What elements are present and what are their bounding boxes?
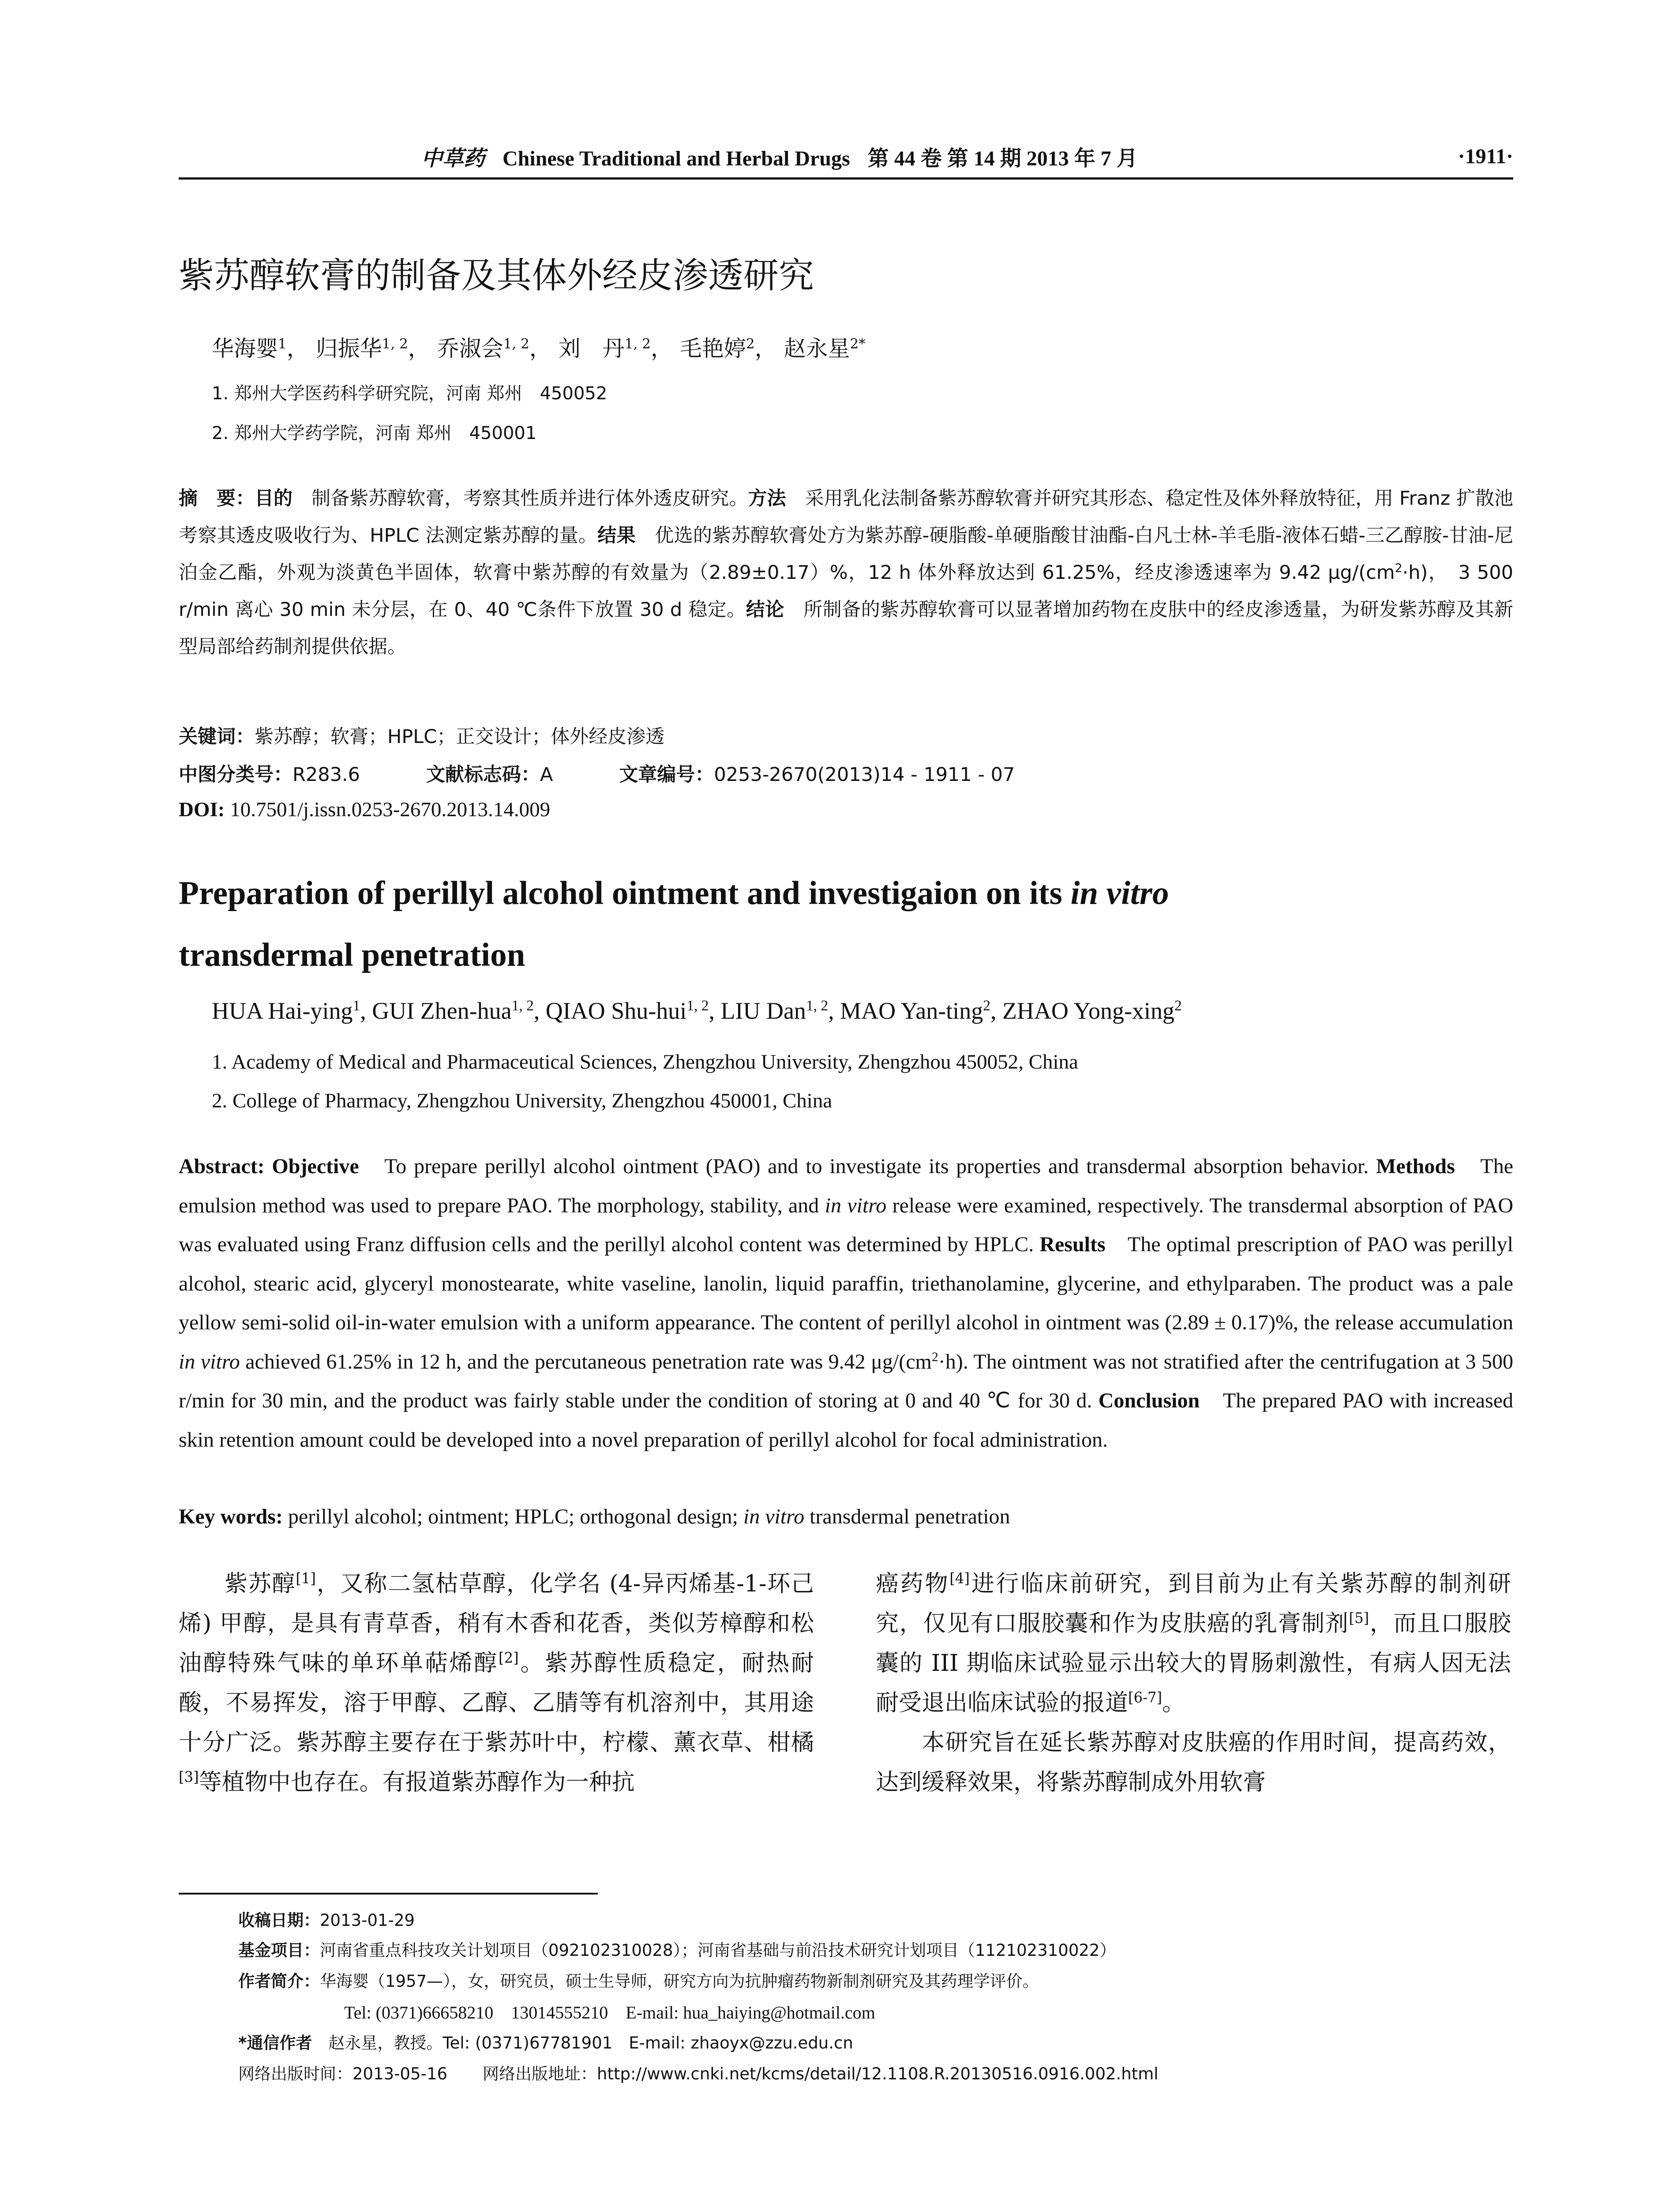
cn-author: 归振华$^{1, 2}$ (315, 336, 408, 361)
citation: [3] (179, 1768, 199, 1786)
en-author: GUI Zhen-hua$^{1, 2}$, (372, 998, 546, 1024)
en-keywords: Key words: perillyl alcohol; ointment; HPLC; orthogonal design; in vitro transdermal penetration (179, 1505, 1010, 1528)
header-rule (179, 177, 1513, 180)
body-paragraph: 本研究旨在延长紫苏醇对皮肤癌的作用时间，提高药效，达到缓释效果，将紫苏醇制成外用软膏 (876, 1730, 1511, 1796)
footnote-author-contact: Tel: (0371)66658210 13014555210 E-mail: hua_haiying@hotmail.com (344, 2003, 875, 2022)
body-column-right (876, 1564, 1511, 1802)
footnote-online: 网络出版时间：2013-05-16 网络出版地址：http://www.cnki.net/kcms/detail/12.1108.R.20130516.0916.002.html (238, 2064, 1159, 2083)
issue-info: 第 44 卷 第 14 期 2013 年 7 月 (867, 146, 1138, 170)
en-author: MAO Yan-ting$^2$, (840, 998, 1002, 1024)
running-header (179, 140, 1513, 172)
citation: [2] (499, 1649, 519, 1666)
citation: [6-7] (1128, 1689, 1162, 1706)
en-affiliation-1: 1. Academy of Medical and Pharmaceutical Sciences, Zhengzhou University, Zhengzhou 450052, China (212, 1050, 1078, 1073)
cn-author: 赵永星$^{2*}$ (784, 336, 866, 361)
footnote-rule (179, 1893, 598, 1895)
online-url-link[interactable]: http://www.cnki.net/kcms/detail/12.1108.R.20130516.0916.002.html (597, 2064, 1159, 2083)
cn-abstract: 摘 要：目的 制备紫苏醇软膏，考察其性质并进行体外透皮研究。方法 采用乳化法制备紫苏醇软膏并研究其形态、稳定性及体外释放特征，用 Franz 扩散池考察其透皮吸收行为、HPLC 法测定紫苏醇的量。结果 优选的紫苏醇软膏处方为紫苏醇-硬脂酸-单硬脂酸甘油酯-白凡士林-羊毛脂-液体石蜡-三乙醇胺-甘油-尼泊金乙酯，外观为淡黄色半固体，软膏中紫苏醇的有效量为（2.89±0.17）%，12 h 体外释放达到 61.25%，经皮渗透速率为 9.42 $\mu g/(cm^2\cdot h)$， 3 500 r/min 离心 30 min 未分层，在 0、40 ℃条件下放置 30 d 稳定。结论 所制备的紫苏醇软膏可以显著增加药物在皮肤中的经皮渗透量，为研发紫苏醇及其新型局部给药制剂提供依据。 (179, 488, 1514, 658)
body-column-left (179, 1564, 814, 1802)
doi-line: DOI: 10.7501/j.issn.0253-2670.2013.14.009 (179, 798, 551, 821)
cn-affiliation-1: 1. 郑州大学医药科学研究院，河南 郑州 450052 (212, 383, 608, 404)
citation: [5] (1349, 1609, 1369, 1627)
body-paragraph: 癌药物[4]进行临床前研究，到目前为止有关紫苏醇的制剂研究，仅见有口服胶囊和作为皮肤癌的乳膏制剂[5]，而且口服胶囊的 III 期临床试验显示出较大的胃肠刺激性，有病人因无法耐受退出临床试验的报道[6-7]。 (876, 1570, 1511, 1716)
citation: [1] (296, 1570, 316, 1587)
en-author: HUA Hai-ying$^1$, (212, 998, 372, 1024)
journal-logo-cn: 中草药 (421, 146, 485, 171)
footnote-fund: 基金项目：河南省重点科技攻关计划项目（092102310028）；河南省基础与前沿技术研究计划项目（112102310022） (238, 1941, 1116, 1960)
cn-classification: 中图分类号：R283.6 文献标志码：A 文章编号：0253-2670(2013)14 - 1911 - 07 (179, 764, 1015, 786)
en-author-list (212, 997, 1182, 1024)
page-number: ·1911· (1458, 144, 1513, 168)
footnote-received: 收稿日期：2013-01-29 (238, 1911, 415, 1930)
cn-title: 紫苏醇软膏的制备及其体外经皮渗透研究 (179, 255, 814, 296)
en-title: Preparation of perillyl alcohol ointment and investigaion on its in vitro transdermal penetration (179, 875, 1169, 973)
cn-affiliation-2: 2. 郑州大学药学院，河南 郑州 450001 (212, 423, 537, 443)
en-author: QIAO Shu-hui$^{1, 2}$, (545, 998, 721, 1024)
cn-author: 乔淑会$^{1, 2}$ (437, 336, 529, 361)
en-affiliation-2: 2. College of Pharmacy, Zhengzhou University, Zhengzhou 450001, China (212, 1089, 832, 1112)
body-paragraph: 紫苏醇[1]，又称二氢枯草醇，化学名 (4-异丙烯基-1-环己烯) 甲醇，是具有青草香，稍有木香和花香，类似芳樟醇和松油醇特殊气味的单环单萜烯醇[2]。紫苏醇性质稳定，耐热耐酸，不易挥发，溶于甲醇、乙醇、乙腈等有机溶剂中，其用途十分广泛。紫苏醇主要存在于紫苏叶中，柠檬、薰衣草、柑橘[3]等植物中也存在。有报道紫苏醇作为一种抗 (179, 1570, 814, 1796)
cn-author: 华海婴$^1$ (212, 336, 287, 361)
journal-name-en: Chinese Traditional and Herbal Drugs (502, 146, 850, 170)
cn-keywords: 关键词：紫苏醇；软膏；HPLC；正交设计；体外经皮渗透 (179, 726, 665, 748)
cn-author: 毛艳婷$^2$ (679, 336, 755, 361)
footnote-corresponding: *通信作者 赵永星，教授。Tel: (0371)67781901 E-mail: zhaoyx@zzu.edu.cn (238, 2033, 853, 2052)
citation: [4] (949, 1570, 970, 1587)
en-author: ZHAO Yong-xing$^2$ (1002, 998, 1182, 1024)
running-header-left (421, 141, 1138, 172)
cn-author: 刘 丹$^{1, 2}$ (558, 336, 651, 361)
en-abstract: Abstract: Objective To prepare perillyl alcohol ointment (PAO) and to investigate its properties and transdermal absorption behavior. Methods The emulsion method was used to prepare PAO. The morphology, stability, and in vitro release were examined, respectively. The transdermal absorption of PAO was evaluated using Franz diffusion cells and the perillyl alcohol content was determined by HPLC. Results The optimal prescription of PAO was perillyl alcohol, stearic acid, glyceryl monostearate, white vaseline, lanolin, liquid paraffin, triethanolamine, glycerine, and ethylparaben. The product was a pale yellow semi-solid oil-in-water emulsion with a uniform appearance. The content of perillyl alcohol in ointment was (2.89 ± 0.17)%, the release accumulation in vitro achieved 61.25% in 12 h, and the percutaneous penetration rate was 9.42 $\mu g/(cm^2\cdot h)$. The ointment was not stratified after the centrifugation at 3 500 r/min for 30 min, and the product was fairly stable under the condition of storing at 0 and 40 ℃ for 30 d. Conclusion The prepared PAO with increased skin retention amount could be developed into a novel preparation of perillyl alcohol for focal administration. (179, 1155, 1514, 1452)
cn-author-list: 华海婴$^1$， 归振华$^{1, 2}$， 乔淑会$^{1, 2}$， 刘 丹$^{1, 2}$， 毛艳婷$^2$， 赵永星$^{2*}$ (212, 336, 866, 361)
en-author: LIU Dan$^{1, 2}$, (720, 998, 840, 1024)
footnote-author: 作者简介：华海婴（1957—），女，研究员，硕士生导师，研究方向为抗肿瘤药物新制剂研究及其药理学评价。 (238, 1972, 1039, 1991)
